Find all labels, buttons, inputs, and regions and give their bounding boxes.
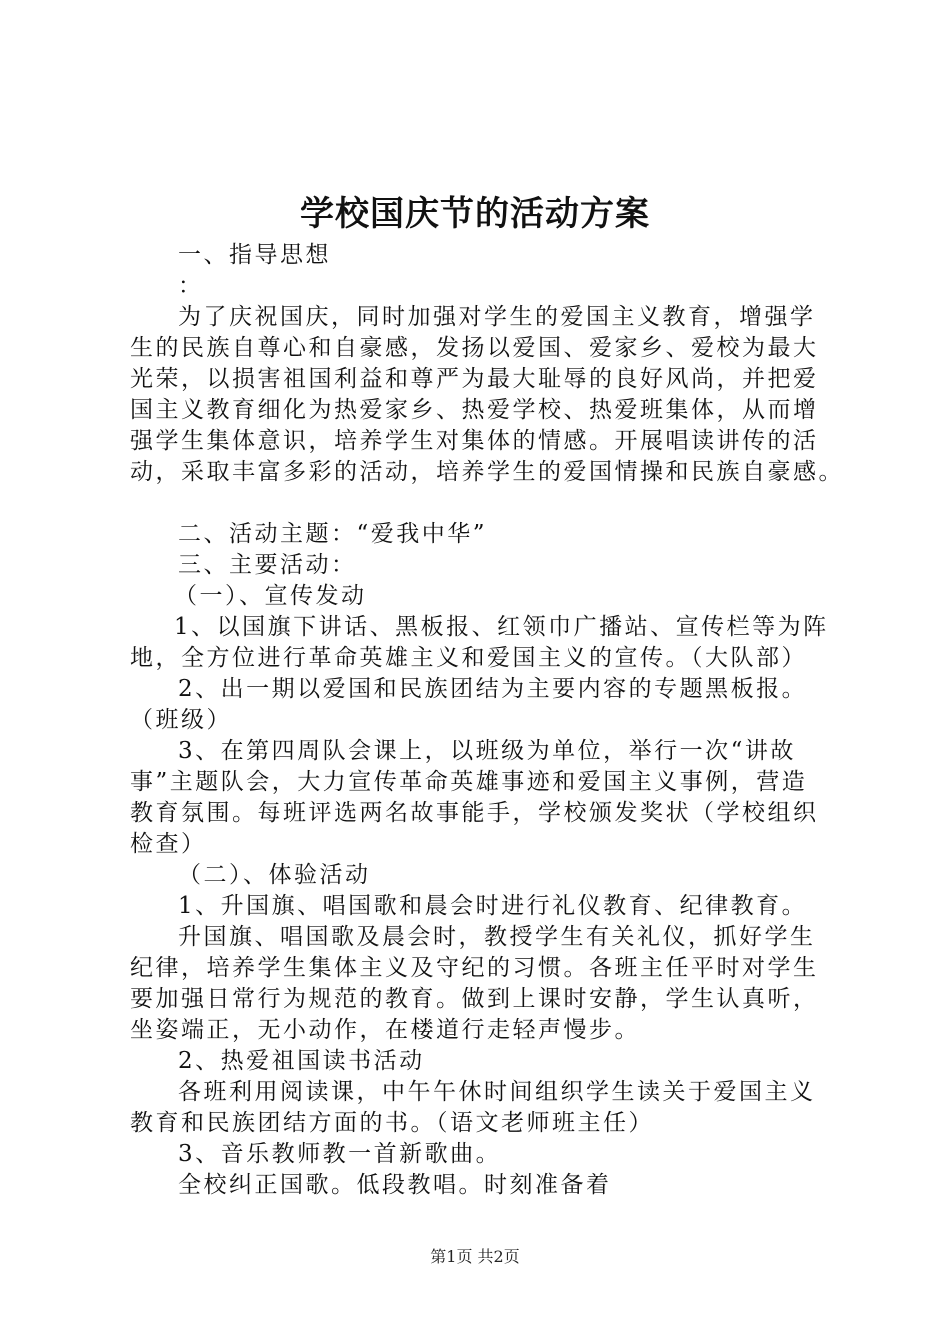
- text-line: 升国旗、唱国歌及晨会时，教授学生有关礼仪，抓好学生: [178, 924, 816, 950]
- text-line: 一、指导思想: [178, 242, 331, 268]
- text-line: 3、音乐教师教一首新歌曲。: [178, 1141, 502, 1167]
- text-line: （二）、体验活动: [178, 862, 371, 888]
- text-line: 生的民族自尊心和自豪感，发扬以爱国、爱家乡、爱校为最大: [130, 335, 819, 361]
- document-title: 学校国庆节的活动方案: [300, 194, 650, 234]
- text-line: 光荣，以损害祖国利益和尊严为最大耻辱的良好风尚，并把爱: [130, 366, 819, 392]
- text-line: 教育氛围。每班评选两名故事能手，学校颁发奖状（学校组织: [130, 800, 819, 826]
- text-line: 纪律，培养学生集体主义及守纪的习惯。各班主任平时对学生: [130, 955, 819, 981]
- text-line: ：: [178, 273, 204, 299]
- text-line: 强学生集体意识，培养学生对集体的情感。开展唱读讲传的活: [130, 428, 819, 454]
- text-line: （一）、宣传发动: [174, 583, 367, 609]
- text-line: 国主义教育细化为热爱家乡、热爱学校、热爱班集体，从而增: [130, 397, 819, 423]
- page-footer: 第1页 共2页: [430, 1247, 520, 1266]
- paragraph-gap: [130, 488, 850, 519]
- text-line: 二、活动主题：“爱我中华”: [178, 521, 488, 547]
- text-line: 检查）: [130, 831, 207, 857]
- text-line: 1、以国旗下讲话、黑板报、红领巾广播站、宣传栏等为阵: [174, 614, 829, 640]
- text-line: 三、主要活动：: [178, 552, 357, 578]
- text-line: 坐姿端正，无小动作，在楼道行走轻声慢步。: [130, 1017, 640, 1043]
- text-line: 全校纠正国歌。低段教唱。时刻准备着: [178, 1172, 612, 1198]
- text-line: 要加强日常行为规范的教育。做到上课时安静，学生认真听，: [130, 986, 819, 1012]
- text-line: 1、升国旗、唱国歌和晨会时进行礼仪教育、纪律教育。: [178, 893, 808, 919]
- text-line: 为了庆祝国庆，同时加强对学生的爱国主义教育，增强学: [178, 304, 816, 330]
- text-line: 2、热爱祖国读书活动: [178, 1048, 425, 1074]
- text-line: 教育和民族团结方面的书。（语文老师班主任）: [130, 1110, 654, 1136]
- text-line: 地，全方位进行革命英雄主义和爱国主义的宣传。（大队部）: [130, 645, 807, 671]
- text-line: （班级）: [130, 707, 232, 733]
- text-line: 动，采取丰富多彩的活动，培养学生的爱国情操和民族自豪感。: [130, 459, 844, 485]
- document-body: [130, 240, 850, 1201]
- text-line: 2、出一期以爱国和民族团结为主要内容的专题黑板报。: [178, 676, 808, 702]
- text-line: 事”主题队会，大力宣传革命英雄事迹和爱国主义事例，营造: [130, 769, 808, 795]
- text-line: 3、在第四周队会课上，以班级为单位，举行一次“讲故: [178, 738, 796, 764]
- text-line: 各班利用阅读课，中午午休时间组织学生读关于爱国主义: [178, 1079, 816, 1105]
